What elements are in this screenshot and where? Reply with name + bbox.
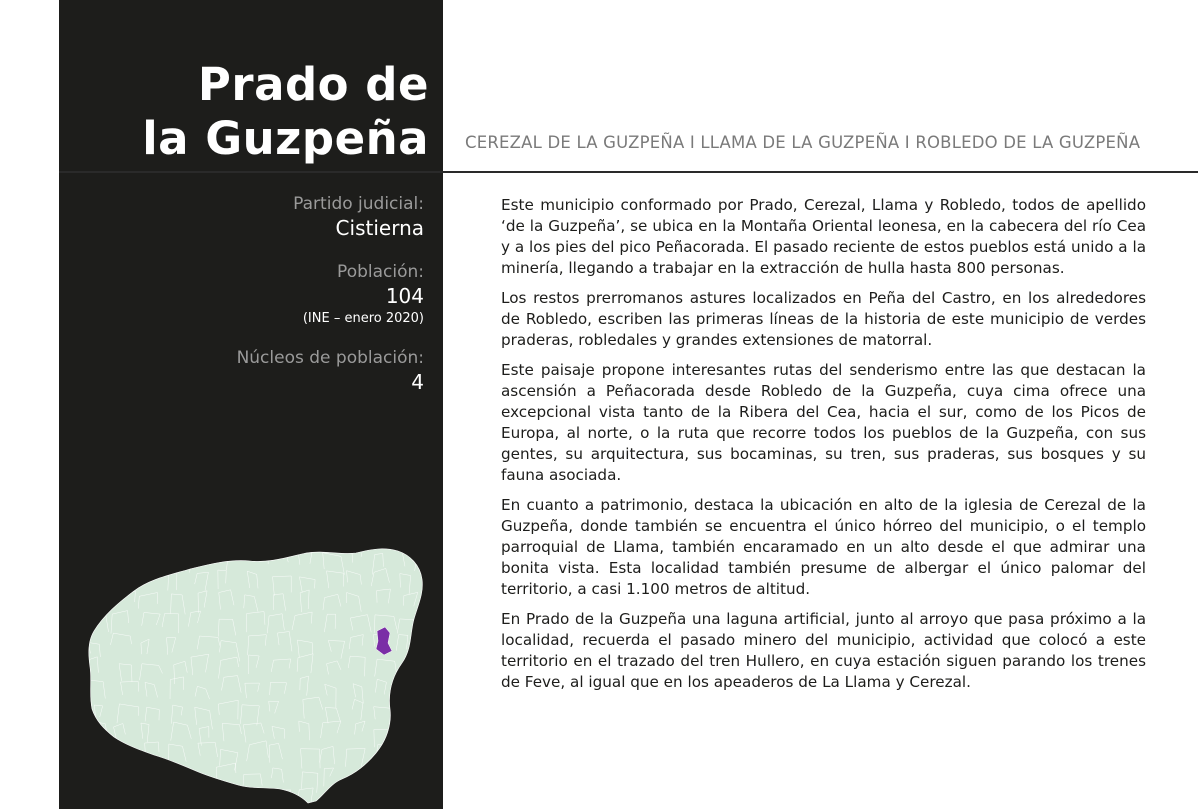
fact-partido <box>64 193 424 241</box>
municipality-boundary-line <box>405 727 426 744</box>
municipality-boundary-line <box>426 770 430 787</box>
municipality-boundary-line <box>423 657 430 672</box>
municipality-boundary-line <box>425 705 430 719</box>
municipality-boundary-line <box>115 567 128 580</box>
municipality-boundary-line <box>89 770 103 790</box>
municipality-boundary-line <box>88 721 109 741</box>
municipality-boundary-line <box>164 767 182 784</box>
body-paragraph-2: Los restos prerromanos astures localizados en Peña del Castro, en los alrededores de Robledo, escriben las primeras líneas de la historia de este municipio de verdes praderas, robledales y grandes extensiones de matorral. <box>501 289 1146 349</box>
municipality-boundary-line <box>140 768 163 789</box>
municipality-boundary-line <box>276 790 291 804</box>
province-map-icon <box>86 545 430 805</box>
partido-label: Partido judicial: <box>293 194 424 214</box>
municipality-boundary-line <box>141 791 155 805</box>
nucleos-value: 4 <box>411 370 424 394</box>
body-paragraph-4: En cuanto a patrimonio, destaca la ubicación en alto de la iglesia de Cerezal de la Guzpeña, donde también se encuentra el único hórreo del municipio, o el templo parroquial de Llama, también encaramado en un alto desde el que admirar una bonita vista. Esta localidad también presume de albergar el único palomar del territorio, a casi 1.100 metros de altitud. <box>501 496 1146 598</box>
municipality-boundary-line <box>245 790 264 805</box>
municipality-boundary-line <box>165 547 184 562</box>
poblacion-label: Población: <box>337 262 424 282</box>
fact-poblacion <box>64 261 424 327</box>
municipality-boundary-line <box>423 794 430 805</box>
body-paragraph-1: Este municipio conformado por Prado, Cerezal, Llama y Robledo, todos de apellido ‘de la Guzpeña’, se ubica en la Montaña Oriental leonesa, en la cabecera del río Cea y a los pies del pico Peñacorada. El pasado reciente de estos pueblos está unido a la minería, llegando a trabajar en la extracción de hulla hasta 800 personas. <box>501 196 1146 277</box>
municipality-boundary-line <box>145 564 157 579</box>
province-land <box>89 549 423 803</box>
poblacion-value: 104 <box>385 284 424 308</box>
municipality-boundary-line <box>381 764 395 779</box>
municipality-boundary-line <box>248 549 265 561</box>
partido-value: Cistierna <box>335 216 424 240</box>
municipality-boundary-line <box>397 751 413 762</box>
municipality-boundary-line <box>374 786 386 805</box>
municipality-boundary-line <box>406 706 425 727</box>
title-divider <box>59 171 1198 173</box>
body-paragraph-5: En Prado de la Guzpeña una laguna artificial, junto al arroyo que pasa próximo a la localidad, recuerda el pasado minero del municipio, actividad que colocó a este territorio en el trazado del tren Hullero, en cuya estación siguen parando los trenes de Feve, al igual que en los apeaderos de La Llama y Cerezal. <box>501 610 1146 691</box>
fact-nucleos <box>64 347 424 395</box>
municipality-boundary-line <box>88 592 103 609</box>
municipality-boundary-line <box>199 792 220 805</box>
municipality-boundary-line <box>165 792 182 805</box>
page-title <box>142 58 429 166</box>
municipality-boundary-line <box>88 564 97 582</box>
municipality-boundary-line <box>88 549 100 570</box>
municipality-boundary-line <box>145 546 160 566</box>
nucleos-label: Núcleos de población: <box>236 348 424 368</box>
municipality-boundary-line <box>120 764 137 778</box>
municipality-boundary-line <box>330 789 351 805</box>
municipality-boundary-line <box>397 766 411 785</box>
municipality-boundary-line <box>120 750 134 769</box>
towns-subtitle: CEREZAL DE LA GUZPEÑA I LLAMA DE LA GUZPEÑA I ROBLEDO DE LA GUZPEÑA <box>465 133 1141 152</box>
body-paragraph-3: Este paisaje propone interesantes rutas del senderismo entre las que destacan la ascensión a Peñacorada desde Robledo de la Guzpeña, cuya cima ofrece una excepcional vista tanto de la Ribera del Cea, hacia el sur, como de los Picos de Europa, al norte, o la ruta que recorre todos los pueblos de la Guzpeña, con sus gentes, su arquitectura, sus bocaminas, su tren, sus praderas, sus bosques y su fauna asociada. <box>501 361 1146 484</box>
municipality-boundary-line <box>428 610 430 630</box>
facts-panel <box>64 193 424 415</box>
municipality-boundary-line <box>114 791 136 805</box>
poblacion-note: (INE – enero 2020) <box>302 311 424 326</box>
municipality-boundary-line <box>403 787 414 805</box>
municipality-boundary-line <box>219 788 232 801</box>
municipality-boundary-line <box>118 549 131 561</box>
municipality-boundary-line <box>92 790 111 805</box>
body-text <box>501 195 1146 702</box>
municipality-boundary-line <box>426 681 430 700</box>
municipality-boundary-line <box>399 664 418 687</box>
municipality-boundary-line <box>355 769 368 787</box>
municipality-boundary-line <box>86 741 100 757</box>
municipality-boundary-line <box>350 790 366 805</box>
municipality-boundary-line <box>200 774 208 787</box>
municipality-boundary-line <box>423 547 430 567</box>
title-line-2: la Guzpeña <box>142 112 429 165</box>
title-line-1: Prado de <box>197 58 429 111</box>
municipality-boundary-line <box>402 682 423 697</box>
